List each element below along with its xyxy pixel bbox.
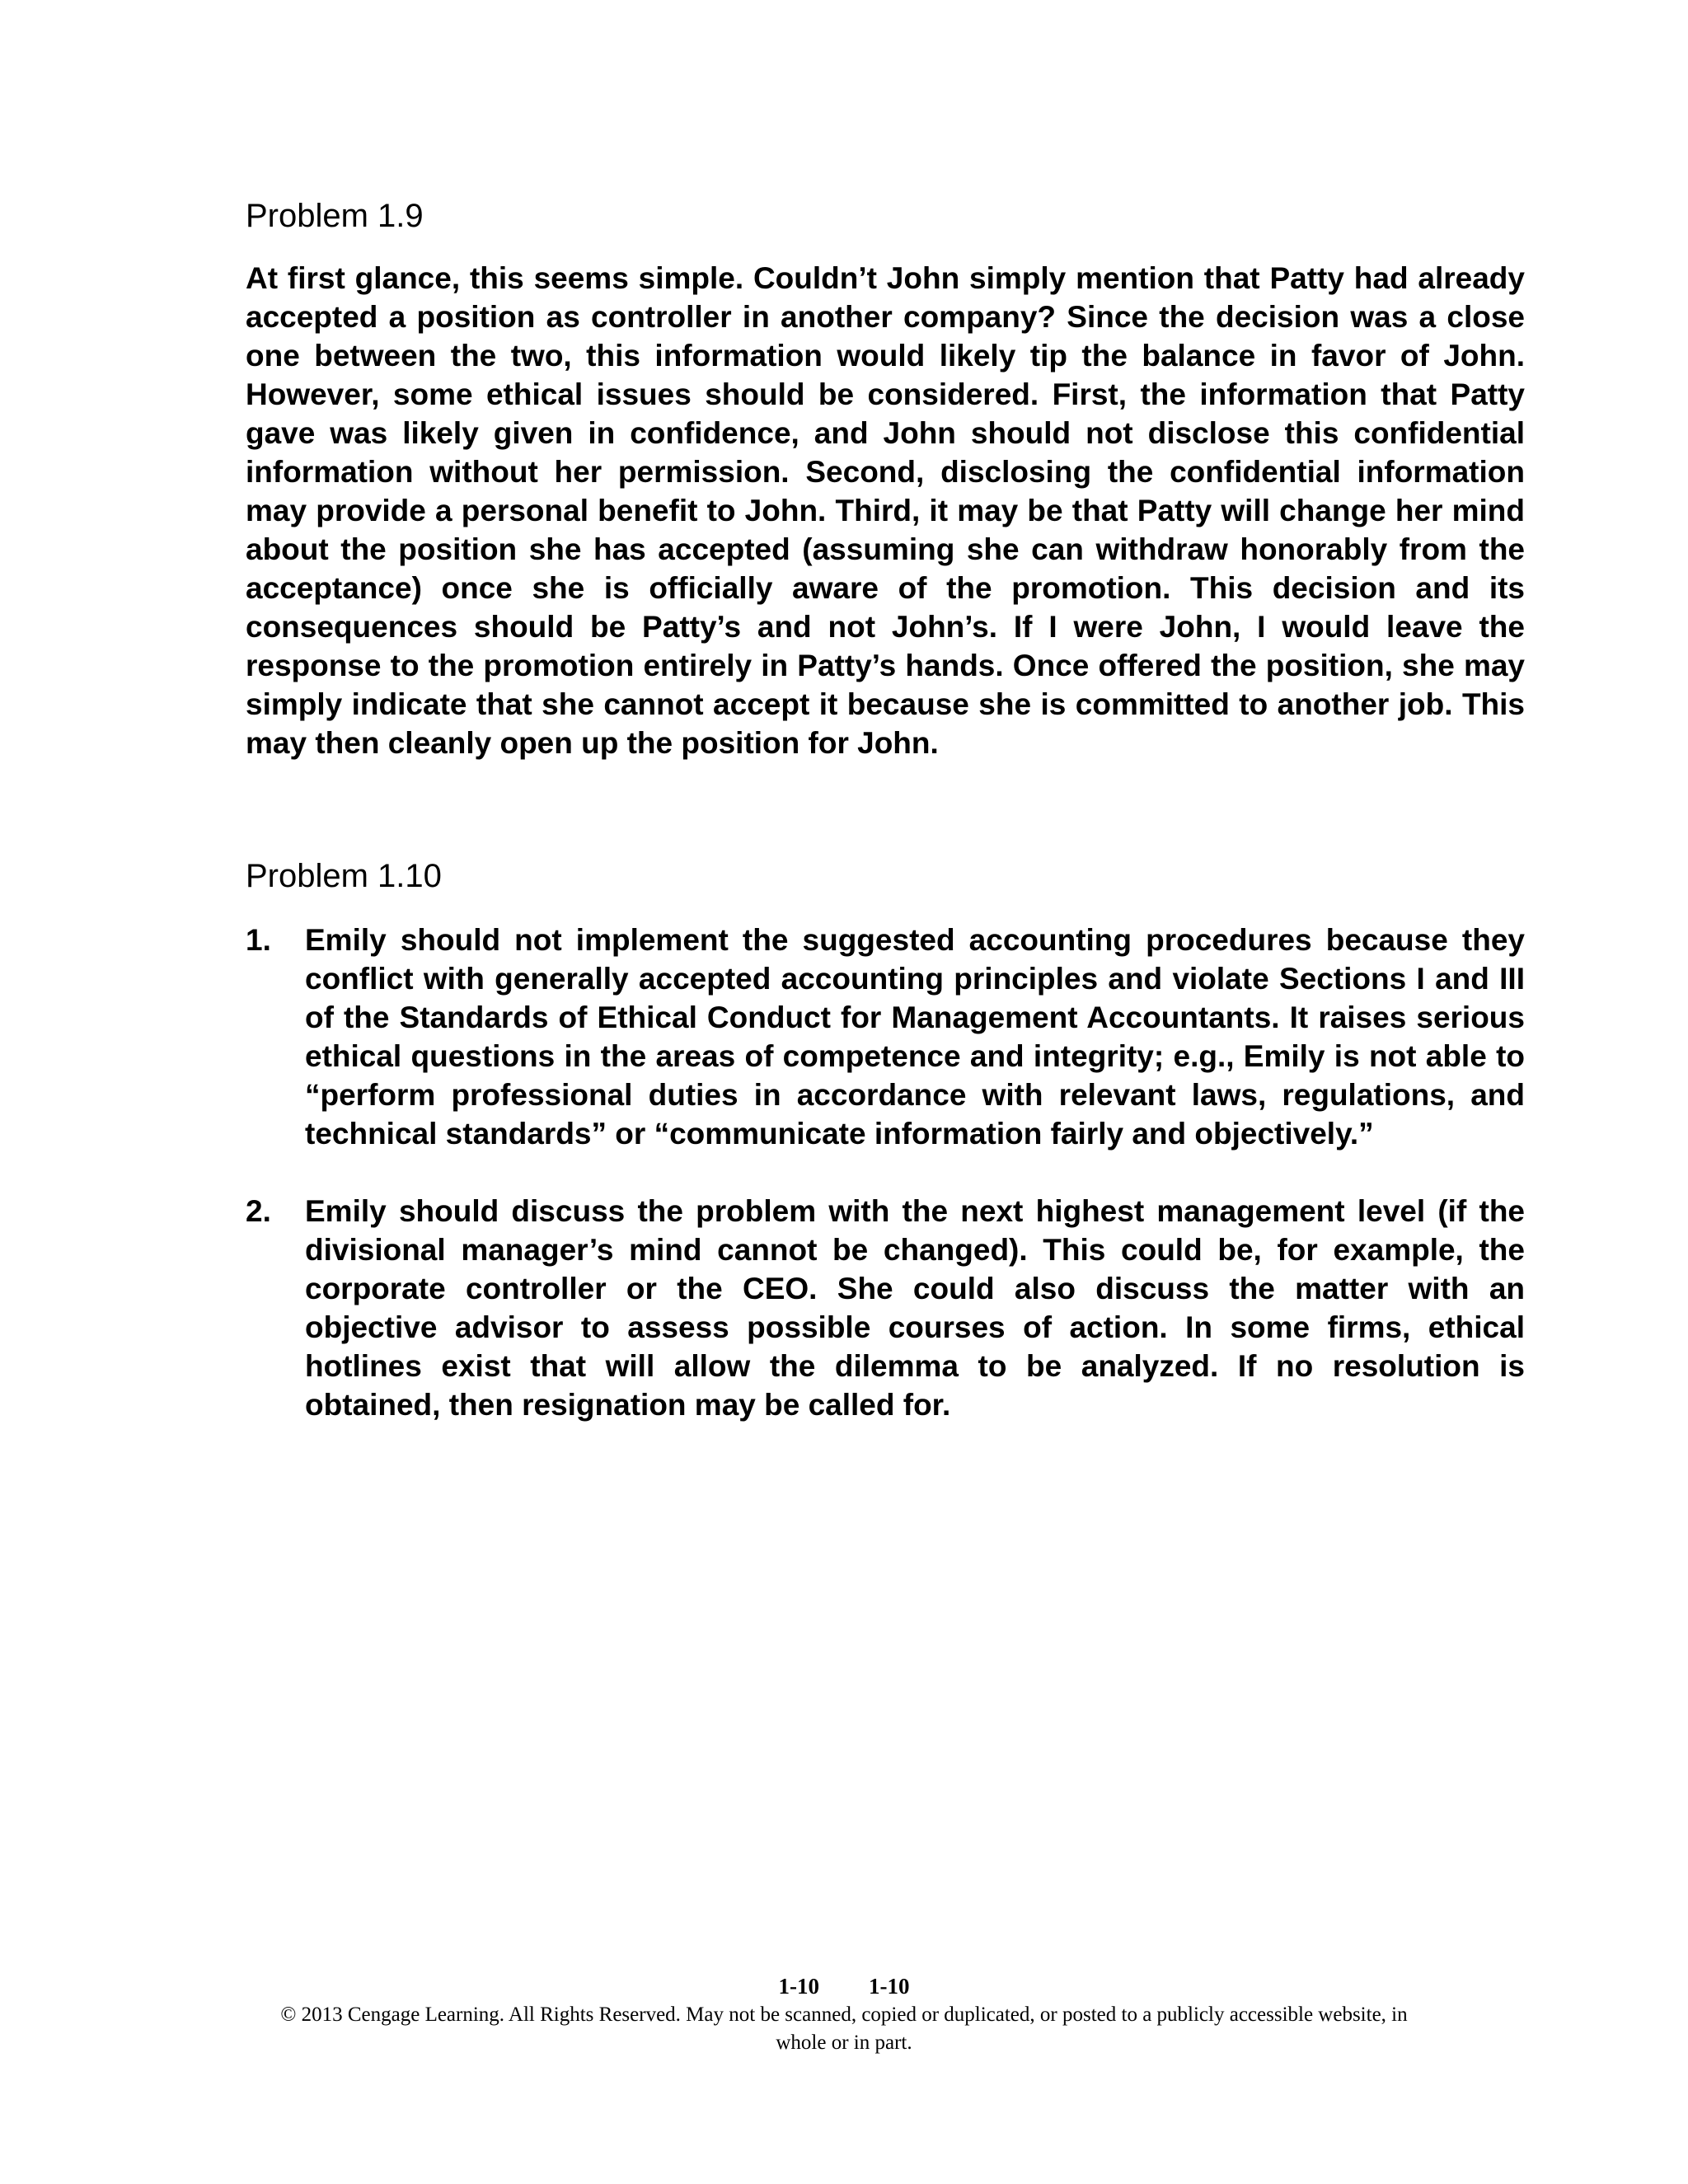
problem-1-10-list	[246, 921, 1525, 1424]
list-item-number: 1.	[246, 923, 271, 957]
list-item	[246, 1192, 1525, 1424]
page-footer	[0, 1971, 1688, 2057]
problem-1-9-body: At first glance, this seems simple. Couldn’t John simply mention that Patty had already accepted a position as controller in another company? Since the decision was a close one between the two, this information would likely tip the balance in favor of John. However, some ethical issues should be considered. First, the information that Patty gave was likely given in confidence, and John should not disclose this confidential information without her permission. Second, disclosing the confidential information may provide a personal benefit to John. Third, it may be that Patty will change her mind about the position she has accepted (assuming she can withdraw honorably from the acceptance) once she is officially aware of the promotion. This decision and its consequences should be Patty’s and not John’s. If I were John, I would leave the response to the promotion entirely in Patty’s hands. Once offered the position, she may simply indicate that she cannot accept it because she is committed to another job. This may then cleanly open up the position for John.	[246, 261, 1525, 760]
list-item-text: Emily should discuss the problem with the next highest management level (if the divisional manager’s mind cannot be changed). This could be, for example, the corporate controller or the CEO. She could also discuss the matter with an objective advisor to assess possible courses of action. In some firms, ethical hotlines exist that will allow the dilemma to be analyzed. If no resolution is obtained, then resignation may be called for.	[305, 1194, 1525, 1422]
page-number-repeat: 1-10	[869, 1974, 910, 1999]
page-number: 1-10	[778, 1974, 819, 1999]
list-item-number: 2.	[246, 1194, 271, 1228]
problem-1-9-heading: Problem 1.9	[246, 198, 424, 234]
page-content	[246, 191, 1525, 1463]
page-number-line	[0, 1971, 1688, 2001]
list-item-text: Emily should not implement the suggested accounting procedures because they conflict with generally accepted accounting principles and violate Sections I and III of the Standards of Ethical Conduct for Management Accountants. It raises serious ethical questions in the areas of competence and integrity; e.g., Emily is not able to “perform professional duties in accordance with relevant laws, regulations, and technical standards” or “communicate information fairly and objectively.”	[305, 923, 1525, 1151]
problem-1-10-heading: Problem 1.10	[246, 858, 442, 894]
copyright-notice: © 2013 Cengage Learning. All Rights Reserved. May not be scanned, copied or duplicated, or posted to a publicly accessible website, in whole or in part.	[280, 2004, 1408, 2054]
list-item	[246, 921, 1525, 1153]
